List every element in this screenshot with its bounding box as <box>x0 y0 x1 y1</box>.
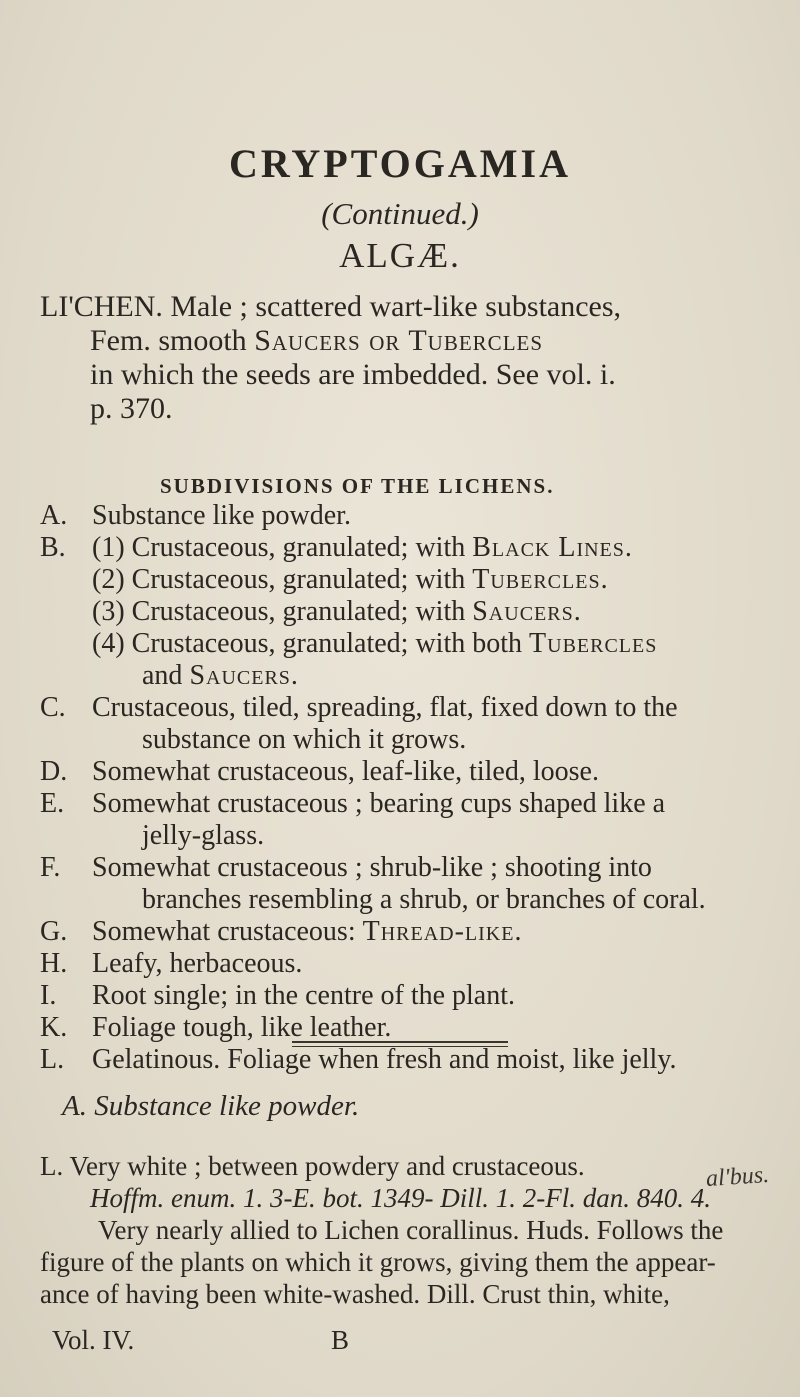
item-key: I. <box>40 980 57 1011</box>
intro-line: p. 370. <box>90 392 173 425</box>
item-text: Crustaceous, tiled, spreading, flat, fixed down to the <box>92 692 678 723</box>
item-text: (3) Crustaceous, granulated; with <box>92 596 473 627</box>
item-key: F. <box>40 852 61 883</box>
list-item <box>40 948 780 980</box>
item-key: L. <box>40 1044 65 1075</box>
entry-line: ance of having been white-washed. Dill. Crust thin, white, <box>40 1279 670 1309</box>
item-key: D. <box>40 756 68 787</box>
item-text: Root single; in the centre of the plant. <box>92 980 516 1011</box>
list-item-continuation: substance on which it grows. <box>142 724 467 755</box>
lichen-description <box>40 290 770 426</box>
subdivisions-list <box>40 500 780 1076</box>
list-item <box>40 1044 780 1076</box>
item-key: B. <box>40 532 66 563</box>
item-smallcaps: Tubercles <box>529 628 658 659</box>
signature-mark: B <box>331 1325 350 1355</box>
list-item-continuation <box>40 660 780 692</box>
list-item <box>40 980 780 1012</box>
list-item-continuation: jelly-glass. <box>142 820 265 851</box>
intro-smallcaps: Saucers or Tubercles <box>254 324 544 357</box>
section-title: ALGÆ. <box>339 236 461 275</box>
intro-text: Fem. smooth <box>90 324 255 357</box>
item-key: A. <box>40 500 68 531</box>
page-footer <box>52 1325 349 1356</box>
divider-rule <box>292 1046 508 1047</box>
entry-heading: A. Substance like powder. <box>62 1090 360 1122</box>
item-text: (1) Crustaceous, granulated; with <box>92 532 473 563</box>
continued-note: (Continued.) <box>321 196 479 231</box>
divider-rule <box>292 1041 508 1043</box>
volume-label: Vol. IV. <box>52 1325 135 1355</box>
item-key: K. <box>40 1012 68 1043</box>
item-key: E. <box>40 788 65 819</box>
intro-line: LI'CHEN. Male ; scattered wart-like substances, <box>40 290 622 323</box>
item-text: Somewhat crustaceous ; shrub-like ; shooting into <box>92 852 652 883</box>
list-item <box>40 756 780 788</box>
list-item <box>40 852 780 884</box>
list-item <box>40 500 780 532</box>
entry-line: figure of the plants on which it grows, giving them the appear- <box>40 1247 716 1277</box>
item-text: (4) Crustaceous, granulated; with both <box>92 628 530 659</box>
item-smallcaps: Thread-like. <box>362 916 523 947</box>
item-text: and <box>142 660 190 691</box>
intro-line <box>40 324 770 358</box>
entry-references: Hoffm. enum. 1. 3-E. bot. 1349- Dill. 1. 2-Fl. dan. 840. 4. <box>90 1183 711 1213</box>
list-item <box>40 564 780 596</box>
item-key: C. <box>40 692 66 723</box>
item-key: G. <box>40 916 68 947</box>
intro-line: in which the seeds are imbedded. See vol. i. <box>90 358 616 391</box>
list-item <box>40 1012 780 1044</box>
list-item-continuation: branches resembling a shrub, or branches of coral. <box>142 884 706 915</box>
item-text: Somewhat crustaceous: <box>92 916 363 947</box>
list-item <box>40 532 780 564</box>
subdivisions-heading: SUBDIVISIONS OF THE LICHENS. <box>160 474 555 498</box>
item-smallcaps: Saucers. <box>189 660 299 691</box>
item-smallcaps: Saucers. <box>472 596 582 627</box>
item-smallcaps: Tubercles. <box>472 564 609 595</box>
item-text: Gelatinous. Foliage when fresh and moist, like jelly. <box>92 1044 677 1075</box>
item-text: Foliage tough, like leather. <box>92 1012 392 1043</box>
item-text: Somewhat crustaceous ; bearing cups shaped like a <box>92 788 666 819</box>
margin-species-name: al'bus. <box>705 1161 770 1193</box>
list-item <box>40 692 780 724</box>
list-item <box>40 628 780 660</box>
item-text: Leafy, herbaceous. <box>92 948 303 979</box>
list-item <box>40 916 780 948</box>
entry-line: L. Very white ; between powdery and crustaceous. <box>40 1151 585 1181</box>
item-key: H. <box>40 948 68 979</box>
list-item <box>40 788 780 820</box>
item-text: Substance like powder. <box>92 500 351 531</box>
running-head: CRYPTOGAMIA <box>229 141 571 186</box>
item-text: (2) Crustaceous, granulated; with <box>92 564 473 595</box>
item-smallcaps: Black Lines. <box>472 532 633 563</box>
item-text: Somewhat crustaceous, leaf-like, tiled, loose. <box>92 756 599 787</box>
entry-line: Very nearly allied to Lichen corallinus. Huds. Follows the <box>98 1215 724 1245</box>
species-entry <box>40 1150 740 1310</box>
list-item <box>40 596 780 628</box>
